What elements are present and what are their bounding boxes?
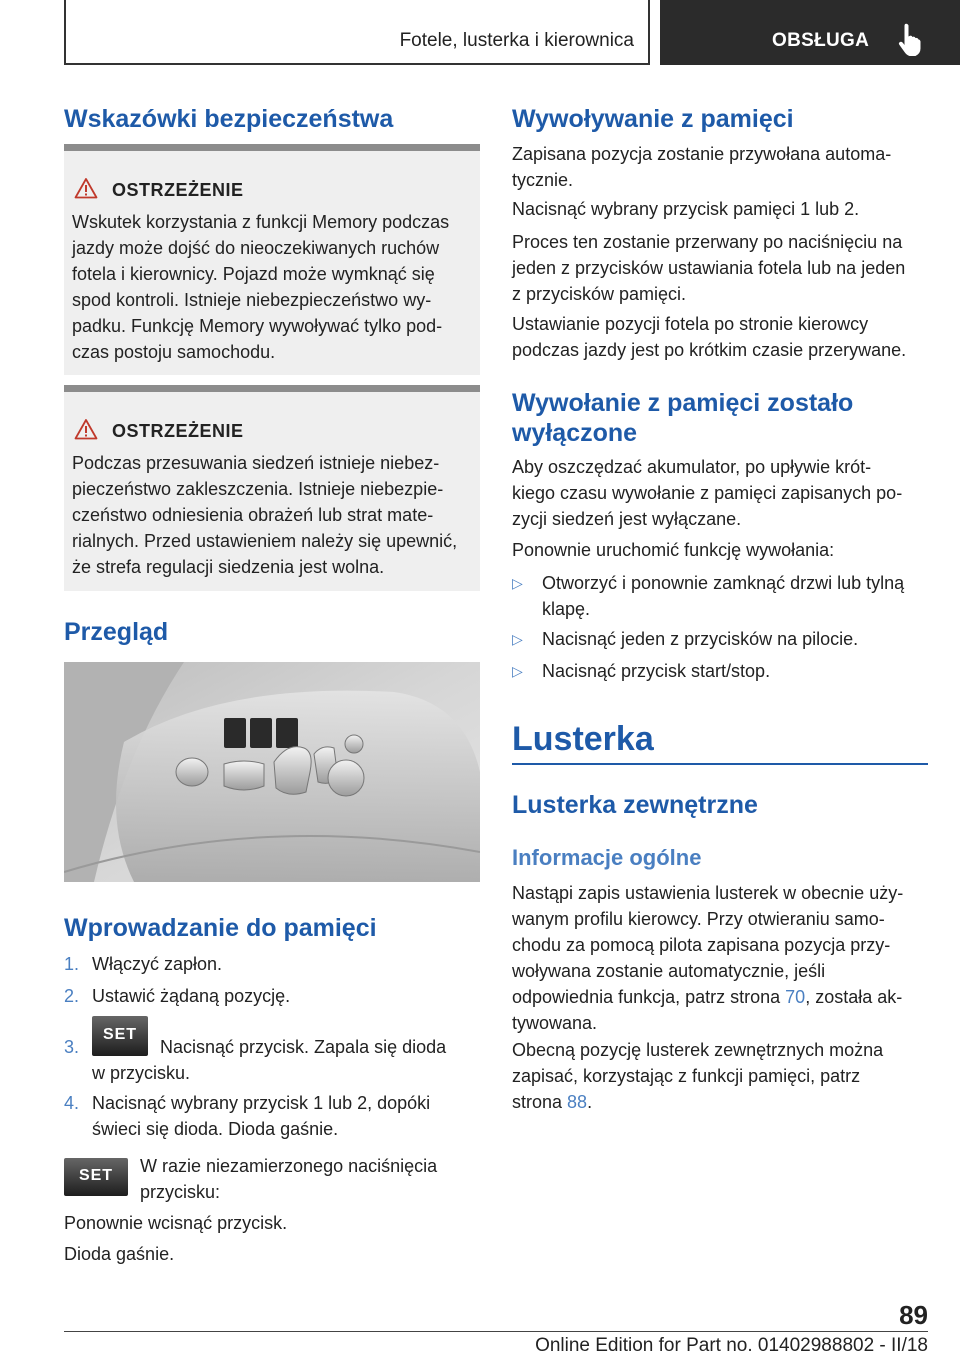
bullet-triangle-icon: ▷ <box>512 663 523 679</box>
warning-triangle-icon <box>74 177 98 199</box>
step-3-cont: w przycisku. <box>92 1063 191 1083</box>
step-2: 2. Ustawić żądaną pozycję. <box>64 986 291 1006</box>
header-section-box <box>64 0 650 65</box>
recall-paragraph-2: Nacisnąć wybrany przycisk pamięci 1 lub 2. <box>512 199 860 219</box>
seat-controls-photo <box>64 662 480 882</box>
repress-text: Ponownie wcisnąć przycisk. <box>64 1213 288 1233</box>
recall-heading: Wywoływanie z pamięci <box>512 105 794 133</box>
page-link-70[interactable]: 70 <box>785 987 806 1007</box>
warning-box-memory <box>64 144 480 375</box>
footer-rule <box>64 1331 928 1332</box>
pointing-hand-icon <box>896 22 924 56</box>
reactivate-text: Ponownie uruchomić funkcję wywołania: <box>512 540 835 560</box>
warning-title: OSTRZEŻENIE <box>112 421 244 441</box>
chapter-tab[interactable] <box>660 0 960 65</box>
edition-footer: Online Edition for Part no. 01402988802 - II/18 <box>535 1335 928 1356</box>
page-link-88[interactable]: 88 <box>567 1092 588 1112</box>
step-1: 1. Włączyć zapłon. <box>64 954 223 974</box>
page-number: 89 <box>899 1300 928 1330</box>
bullet-item: ▷ Nacisnąć jeden z przycisków na pilocie. <box>512 626 858 652</box>
exterior-mirrors-heading: Lusterka zewnętrzne <box>512 791 758 819</box>
warning-box-pinch <box>64 385 480 591</box>
set-button-icon: SET <box>64 1158 128 1196</box>
bullet-item: ▷ Nacisnąć przycisk start/stop. <box>512 658 770 684</box>
warning-text: Wskutek korzystania z funkcji Memory podczas jazdy może dojść do nieoczekiwanych ruchów fotela i kierownicy. Pojazd może wymknąć się spod kontroli. Istnieje niebezpieczeństwo wy- padku. Funkcję Memory wywoływać tylko pod- czas postoju samochodu. <box>72 212 450 362</box>
general-info-paragraph-1: Nastąpi zapis ustawienia lusterek w obecnie uży- wanym profilu kierowcy. Przy otwieraniu samo- chodu za pomocą pilota zapisana pozycja przy- woływana zostanie automatycznie, jeśli odpowiednia funkcja, patrz strona 70, została ak- tywowana. <box>512 883 904 1033</box>
bullet-item: ▷ Otworzyć i ponownie zamknąć drzwi lub tylną klapę. <box>512 570 904 622</box>
step-4-cont: świeci się dioda. Dioda gaśnie. <box>92 1119 339 1139</box>
step-4: 4. Nacisnąć wybrany przycisk 1 lub 2, dopóki <box>64 1093 431 1113</box>
chapter-tab-label: OBSŁUGA <box>772 30 870 51</box>
recall-paragraph-1: Zapisana pozycja zostanie przywołana automa- tycznie. <box>512 144 892 190</box>
warning-title: OSTRZEŻENIE <box>112 180 244 200</box>
recall-paragraph-3: Proces ten zostanie przerwany po naciśnięciu na jeden z przycisków ustawiania fotela lub na jeden z przycisków pamięci. <box>512 232 906 304</box>
section-title: Fotele, lusterka i kierownica <box>399 30 634 51</box>
bullet-triangle-icon: ▷ <box>512 631 523 647</box>
set-button-icon: SET <box>92 1016 148 1056</box>
overview-heading: Przegląd <box>64 618 169 646</box>
step-3: 3.SETNacisnąć przycisk. Zapala się dioda <box>64 1016 480 1060</box>
recall-disabled-heading: Wywołanie z pamięci zostało wyłączone <box>512 389 854 447</box>
safety-heading: Wskazówki bezpieczeństwa <box>64 105 394 133</box>
recall-disabled-paragraph: Aby oszczędzać akumulator, po upływie krót- kiego czasu wywołanie z pamięci zapisanych po- zycji siedzeń jest wyłączane. <box>512 457 903 529</box>
memory-heading: Wprowadzanie do pamięci <box>64 914 377 942</box>
section-divider <box>512 763 928 765</box>
recall-paragraph-4: Ustawianie pozycji fotela po stronie kierowcy podczas jazdy jest po krótkim czasie przerywane. <box>512 314 907 360</box>
warning-text: Podczas przesuwania siedzeń istnieje niebez- pieczeństwo zakleszczenia. Istnieje niebezpie- czeństwo odniesienia obrażeń lub strat mate- rialnych. Przed ustawieniem należy się upewnić, że strefa regulacji siedzenia jest wolna. <box>72 453 458 577</box>
seat-controls-illustration <box>64 662 480 882</box>
general-info-paragraph-2: Obecną pozycję lusterek zewnętrznych można zapisać, korzystając z funkcji pamięci, patrz strona 88. <box>512 1040 884 1112</box>
accidental-press-text: W razie niezamierzonego naciśnięcia przycisku: <box>140 1156 438 1202</box>
led-off-text: Dioda gaśnie. <box>64 1244 175 1264</box>
bullet-triangle-icon: ▷ <box>512 575 523 591</box>
mirrors-heading: Lusterka <box>512 720 654 758</box>
warning-triangle-icon <box>74 418 98 440</box>
general-info-heading: Informacje ogólne <box>512 845 702 870</box>
